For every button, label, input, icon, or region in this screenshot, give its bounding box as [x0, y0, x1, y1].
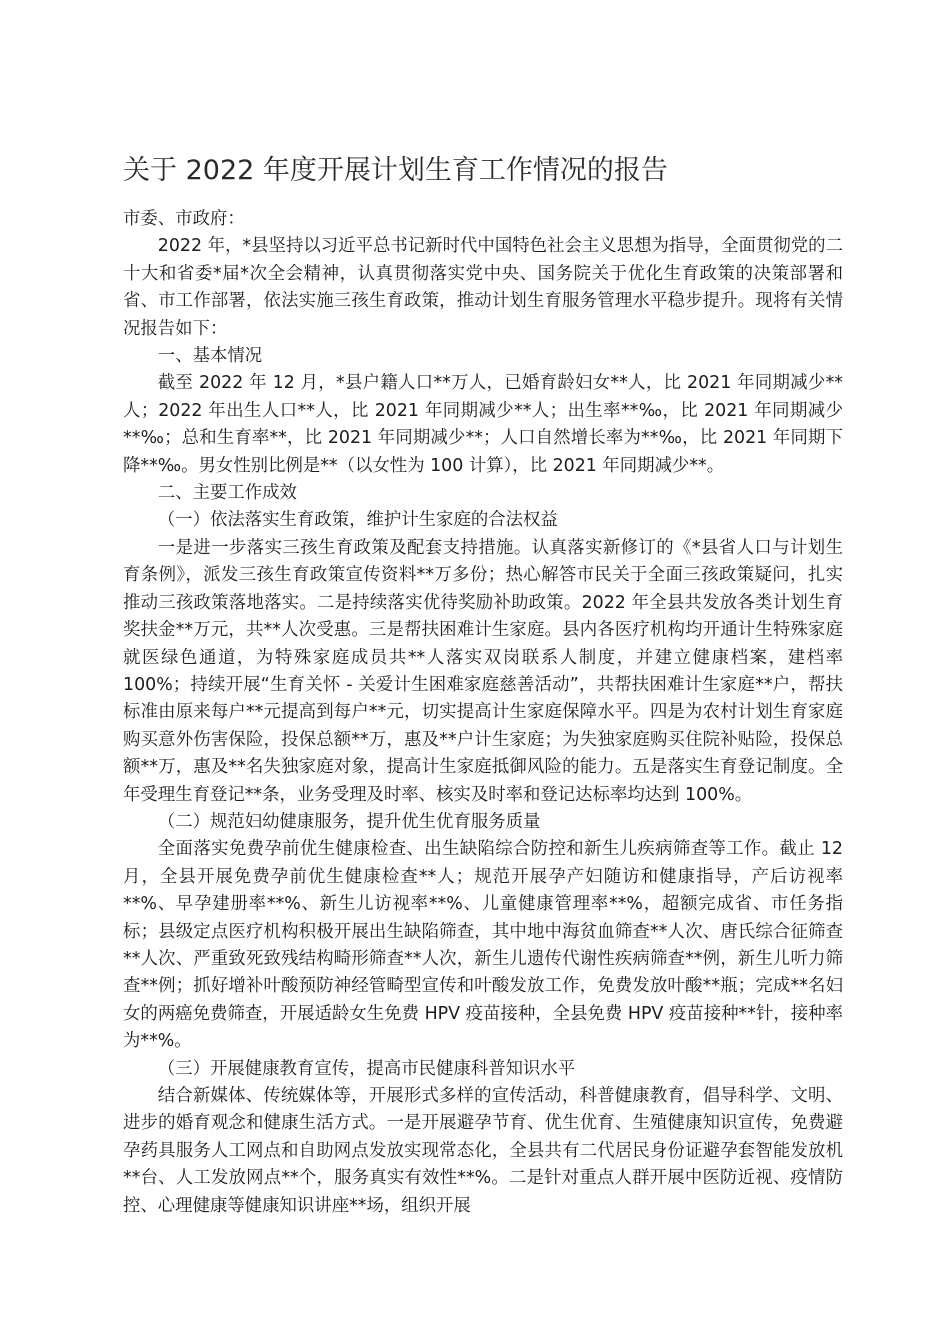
- document-title: 关于 2022 年度开展计划生育工作情况的报告: [123, 155, 668, 186]
- subsection-paragraph-health-education: 结合新媒体、传统媒体等，开展形式多样的宣传活动，科普健康教育，倡导科学、文明、进步的婚育观念和健康生活方式。一是开展避孕节育、优生优育、生殖健康知识宣传，免费避孕药具服务人工网点和自助网点发放实现常态化，全县共有二代居民身份证避孕套智能发放机**台、人工发放网点**个，服务真实有效性**%。二是针对重点人群开展中医防近视、疫情防控、心理健康等健康知识讲座**场，组织开展: [123, 1086, 843, 1216]
- section-paragraph-basic: 截至 2022 年 12 月，*县户籍人口**万人，已婚育龄妇女**人，比 2021 年同期减少**人；2022 年出生人口**人，比 2021 年同期减少**人；出生率**‰，比 2021 年同期减少**‰；总和生育率**，比 2021 年同期减少**；人口自然增长率为**‰，比 2021 年同期下降**‰。男女性别比例是**（以女性为 100 计算），比 2021 年同期减少**。: [123, 373, 843, 476]
- document-body: [123, 206, 843, 1220]
- salutation: 市委、市政府：: [123, 209, 245, 229]
- subsection-paragraph-maternal-health: 全面落实免费孕前优生健康检查、出生缺陷综合防控和新生儿疾病筛查等工作。截止 12 月，全县开展免费孕前优生健康检查**人；规范开展孕产妇随访和健康指导，产后访视率**%、早孕建册率**%、新生儿访视率**%、儿童健康管理率**%，超额完成省、市任务指标；县级定点医疗机构积极开展出生缺陷筛查，其中地中海贫血筛查**人次、唐氏综合征筛查**人次、严重致死致残结构畸形筛查**人次，新生儿遗传代谢性疾病筛查**例，新生儿听力筛查**例；抓好增补叶酸预防神经管畸型宣传和叶酸发放工作，免费发放叶酸**瓶；完成**名妇女的两癌免费筛查，开展适龄女生免费 HPV 疫苗接种，全县免费 HPV 疫苗接种**针，接种率为**%。: [123, 839, 843, 1052]
- subsection-heading-maternal-health: （二）规范妇幼健康服务，提升优生优育服务质量: [157, 811, 541, 832]
- subsection-paragraph-policy: 一是进一步落实三孩生育政策及配套支持措施。认真落实新修订的《*县省人口与计划生育条例》，派发三孩生育政策宣传资料**万多份；热心解答市民关于全面三孩政策疑问，扎实推动三孩政策落地落实。二是持续落实优待奖励补助政策。2022 年全县共发放各类计划生育奖扶金**万元，共**人次受惠。三是帮扶困难计生家庭。县内各医疗机构均开通计生特殊家庭就医绿色通道，为特殊家庭成员共**人落实双岗联系人制度，并建立健康档案，建档率 100%；持续开展“生育关怀 - 关爱计生困难家庭慈善活动”，共帮扶困难计生家庭**户，帮扶标准由原来每户**元提高到每户**元，切实提高计生家庭保障水平。四是为农村计划生育家庭购买意外伤害保险，投保总额**万，惠及**户计生家庭；为失独家庭购买住院补贴险，投保总额**万，惠及**名失独家庭对象，提高计生家庭抵御风险的能力。五是落实生育登记制度。全年受理生育登记**条，业务受理及时率、核实及时率和登记达标率均达到 100%。: [123, 537, 843, 805]
- subsection-heading-health-education: （三）开展健康教育宣传，提高市民健康科普知识水平: [157, 1058, 576, 1079]
- intro-paragraph: 2022 年，*县坚持以习近平总书记新时代中国特色社会主义思想为指导，全面贯彻党的二十大和省委*届*次全会精神，认真贯彻落实党中央、国务院关于优化生育政策的决策部署和省、市工作部署，依法实施三孩生育政策，推动计划生育服务管理水平稳步提升。现将有关情况报告如下：: [123, 236, 843, 339]
- section-heading-basic: 一、基本情况: [157, 346, 263, 367]
- subsection-heading-policy: （一）依法落实生育政策，维护计生家庭的合法权益: [157, 510, 558, 531]
- section-heading-achievements: 二、主要工作成效: [157, 483, 297, 504]
